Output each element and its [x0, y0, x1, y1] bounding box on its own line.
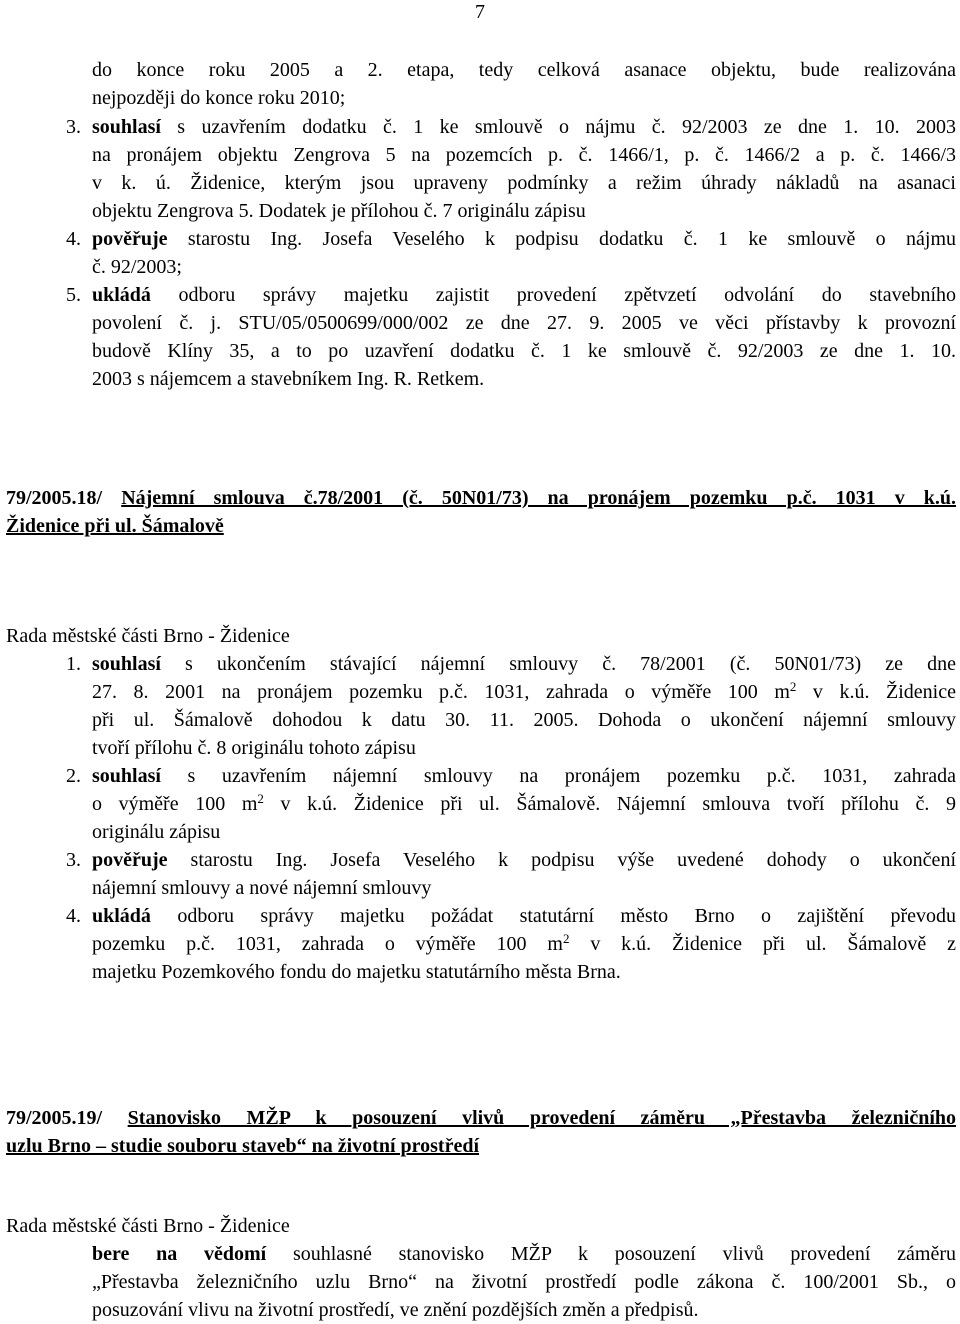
text-line: pověřuje starostu Ing. Josefa Veselého k podpisu dodatku č. 1 ke smlouvě o nájmu [92, 228, 956, 250]
section-id: 79/2005.19/ [6, 1107, 103, 1129]
text-line: ukládá odboru správy majetku zajistit provedení zpětvzetí odvolání do stavebního [92, 284, 956, 306]
text-line: o výměře 100 $m^2$ v k.ú. Židenice při ul. Šámalově. Nájemní smlouva tvoří přílohu č. 9 [92, 791, 956, 815]
resolution-item-continuation [92, 56, 956, 112]
heading-line [6, 1104, 956, 1132]
resolution-text [92, 1240, 956, 1324]
text-line: 2003 s nájemcem a stavebníkem Ing. R. Retkem. [92, 368, 485, 390]
item-number: 3. [66, 849, 81, 871]
section-title: Stanovisko MŽP k posouzení vlivů provedení záměru „Přestavba železničního [127, 1107, 956, 1129]
text-line: pozemku p.č. 1031, zahrada o výměře 100 $m^2$ v k.ú. Židenice při ul. Šámalově z [92, 931, 956, 955]
text-line: na pronájem objektu Zengrova 5 na pozemcích p. č. 1466/1, p. č. 1466/2 a p. č. 1466/3 [92, 144, 956, 166]
item-number: 1. [66, 653, 81, 675]
text-line: 27. 8. 2001 na pronájem pozemku p.č. 1031, zahrada o výměře 100 $m^2$ v k.ú. Židenice [92, 679, 956, 703]
text-line: souhlasí s uzavřením dodatku č. 1 ke smlouvě o nájmu č. 92/2003 ze dne 1. 10. 2003 [92, 116, 956, 138]
verb: ukládá [92, 284, 151, 306]
verb: pověřuje [92, 849, 168, 871]
text-line: bere na vědomí souhlasné stanovisko MŽP k posouzení vlivů provedení záměru [92, 1243, 956, 1265]
verb: pověřuje [92, 228, 168, 250]
text-line: povolení č. j. STU/05/0500699/000/002 ze dne 27. 9. 2005 ve věci přístavby k provozní [92, 312, 956, 334]
council-name: Rada městské části Brno - Židenice [6, 1215, 290, 1237]
text-line: tvoří přílohu č. 8 originálu tohoto zápisu [92, 737, 416, 759]
text-line: do konce roku 2005 a 2. etapa, tedy celková asanace objektu, bude realizována [92, 59, 956, 81]
resolution-item-5 [66, 281, 956, 393]
heading-line: uzlu Brno – studie souboru staveb“ na životní prostředí [6, 1135, 480, 1157]
item-number: 4. [66, 905, 81, 927]
text-line: objektu Zengrova 5. Dodatek je přílohou č. 7 originálu zápisu [92, 200, 586, 222]
verb: souhlasí [92, 653, 161, 675]
verb: bere na vědomí [92, 1243, 267, 1265]
section-id: 79/2005.18/ [6, 487, 103, 509]
item-number: 4. [66, 228, 81, 250]
verb: souhlasí [92, 765, 161, 787]
heading-line: Židenice při ul. Šámalově [6, 515, 224, 537]
section-18-heading [6, 484, 956, 540]
text-line: originálu zápisu [92, 821, 221, 843]
resolution-item-3 [66, 113, 956, 225]
item-number: 3. [66, 116, 81, 138]
page-number: 7 [475, 1, 485, 23]
section-19-heading [6, 1104, 956, 1160]
text-line: budově Klíny 35, a to po uzavření dodatku č. 1 ke smlouvě č. 92/2003 ze dne 1. 10. [92, 340, 956, 362]
text-line: v k. ú. Židenice, kterým jsou upraveny podmínky a režim úhrady nákladů na asanaci [92, 172, 956, 194]
text-line: č. 92/2003; [92, 256, 182, 278]
text-line: nájemní smlouvy a nové nájemní smlouvy [92, 877, 432, 899]
resolution-item-1 [66, 650, 956, 762]
text-line: posuzování vlivu na životní prostředí, ve znění pozdějších změn a předpisů. [92, 1299, 699, 1321]
verb: souhlasí [92, 116, 161, 138]
item-number: 5. [66, 284, 81, 306]
text-line: při ul. Šámalově dohodou k datu 30. 11. 2005. Dohoda o ukončení nájemní smlouvy [92, 709, 956, 731]
council-name: Rada městské části Brno - Židenice [6, 625, 290, 647]
text-line: „Přestavba železničního uzlu Brno“ na životní prostředí podle zákona č. 100/2001 Sb., o [92, 1271, 956, 1293]
text-line: nejpozději do konce roku 2010; [92, 87, 346, 109]
text-line: pověřuje starostu Ing. Josefa Veselého k podpisu výše uvedené dohody o ukončení [92, 849, 956, 871]
resolution-item-4 [66, 902, 956, 986]
text-line: ukládá odboru správy majetku požádat statutární město Brno o zajištění převodu [92, 905, 956, 927]
verb: ukládá [92, 905, 151, 927]
resolution-item-3 [66, 846, 956, 902]
resolution-item-4 [66, 225, 956, 281]
text-line: souhlasí s uzavřením nájemní smlouvy na pronájem pozemku p.č. 1031, zahrada [92, 765, 956, 787]
resolution-item-2 [66, 762, 956, 846]
text-line: souhlasí s ukončením stávající nájemní smlouvy č. 78/2001 (č. 50N01/73) ze dne [92, 653, 956, 675]
section-title: Nájemní smlouva č.78/2001 (č. 50N01/73) na pronájem pozemku p.č. 1031 v k.ú. [121, 487, 957, 509]
text-line: majetku Pozemkového fondu do majetku statutárního města Brna. [92, 961, 621, 983]
item-number: 2. [66, 765, 81, 787]
heading-line [6, 484, 956, 512]
